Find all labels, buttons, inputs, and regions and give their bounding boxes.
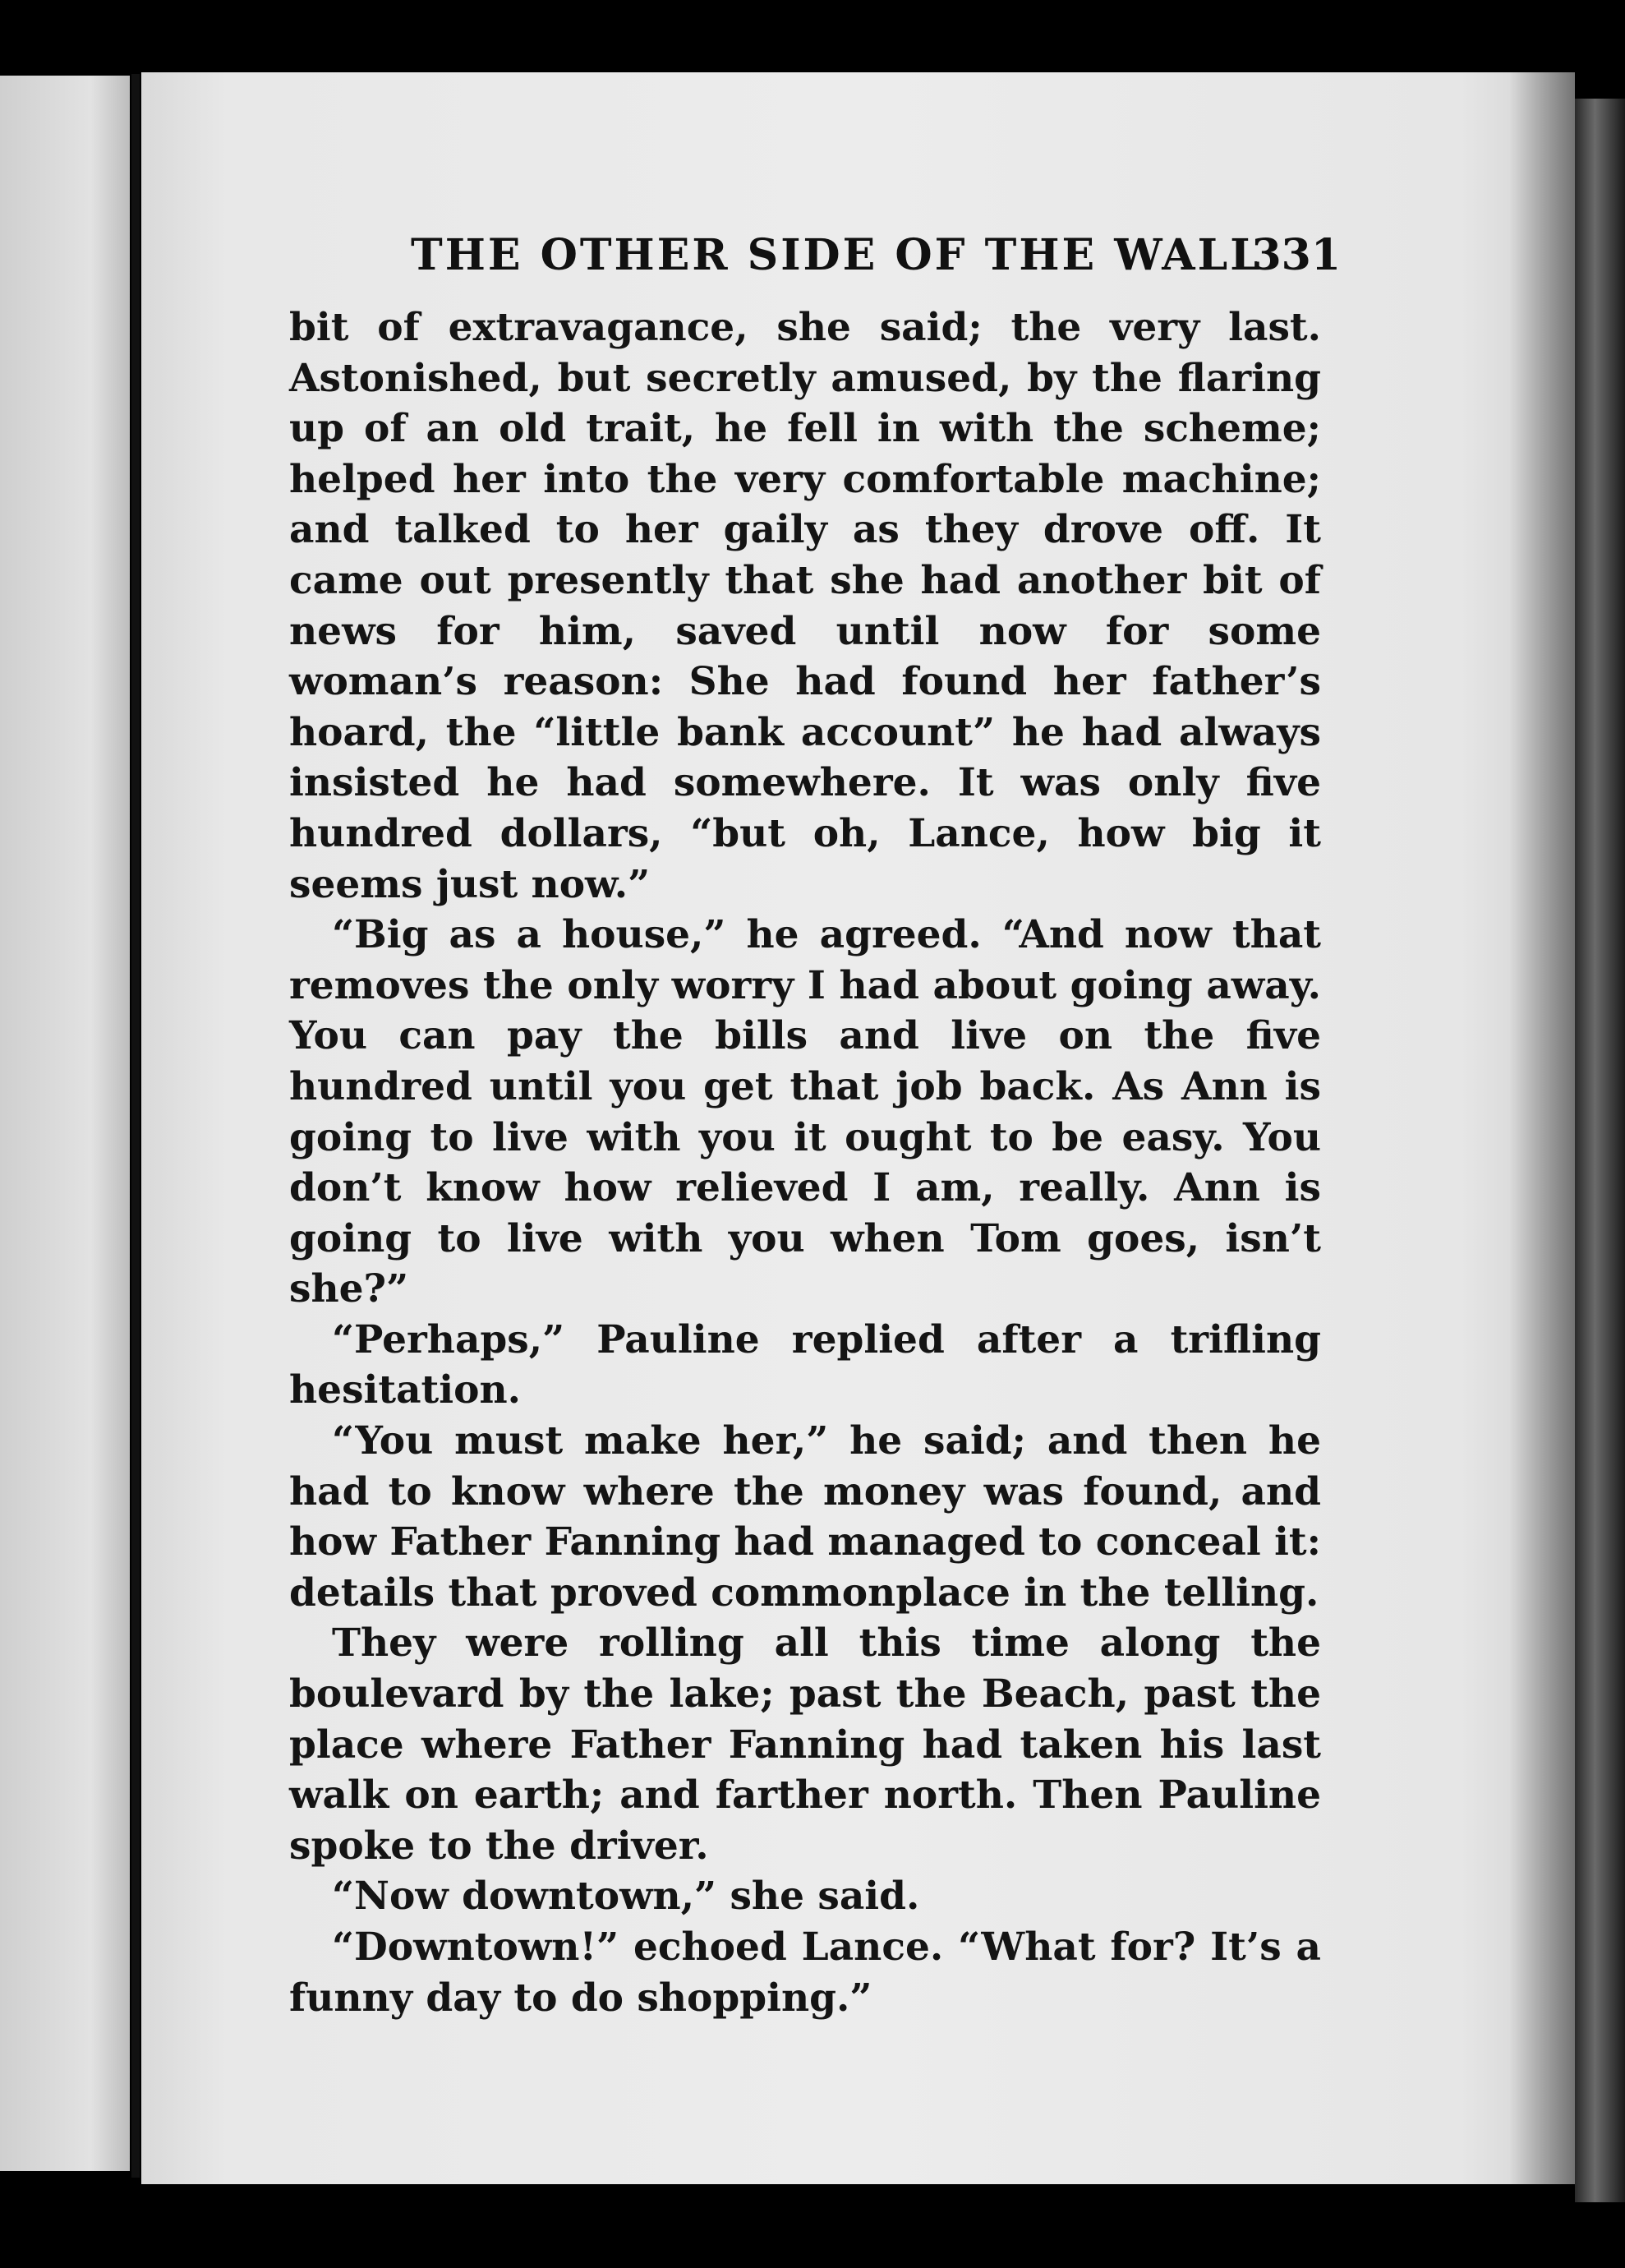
running-title: THE OTHER SIDE OF THE WALL xyxy=(411,230,1263,280)
paragraph-2: “Big as a house,” he agreed. “And now that removes the only worry I had about going away. You can pay the bills and live on the five hundred until you get that job back. As Ann is going to live with you it ought to be easy. You don’t know how relieved I am, really. Ann is going to live with you when Tom goes, isn’t she?” xyxy=(289,912,1321,1312)
page-number: 331 xyxy=(1251,230,1341,280)
paragraph-5: They were rolling all this time along the boulevard by the lake; past the Beach, past the place where Father Fanning had taken his last walk on earth; and farther north. Then Pauline spoke to the driver. xyxy=(289,1620,1321,1869)
paragraph-6: “Now downtown,” she said. xyxy=(332,1874,920,1920)
paragraph-3: “Perhaps,” Pauline replied after a trifling hesitation. xyxy=(289,1316,1321,1413)
gutter-shadow xyxy=(131,74,140,2178)
running-head xyxy=(263,230,1341,296)
body-text xyxy=(289,302,1321,2023)
paragraph-1: bit of extravagance, she said; the very last. Astonished, but secretly amused, by the flaring up of an old trait, he fell in with the scheme; helped her into the very comfortable machine; and talked to her gaily as they drove off. It came out presently that she had another bit of news for him, saved until now for some woman’s reason: She had found her father’s hoard, the “little bank account” he had always insisted he had somewhere. It was only five hundred dollars, “but oh, Lance, how big it seems just now.” xyxy=(289,305,1321,907)
paragraph-4: “You must make her,” he said; and then he had to know where the money was found, and how Father Fanning had managed to conceal it: details that proved commonplace in the telling. xyxy=(289,1418,1321,1616)
binding-edge xyxy=(1575,99,1625,2202)
paragraph-7: “Downtown!” echoed Lance. “What for? It’s a funny day to do shopping.” xyxy=(289,1925,1321,2021)
facing-page-edge xyxy=(0,76,130,2171)
page-edge-shadow xyxy=(1509,72,1575,2184)
